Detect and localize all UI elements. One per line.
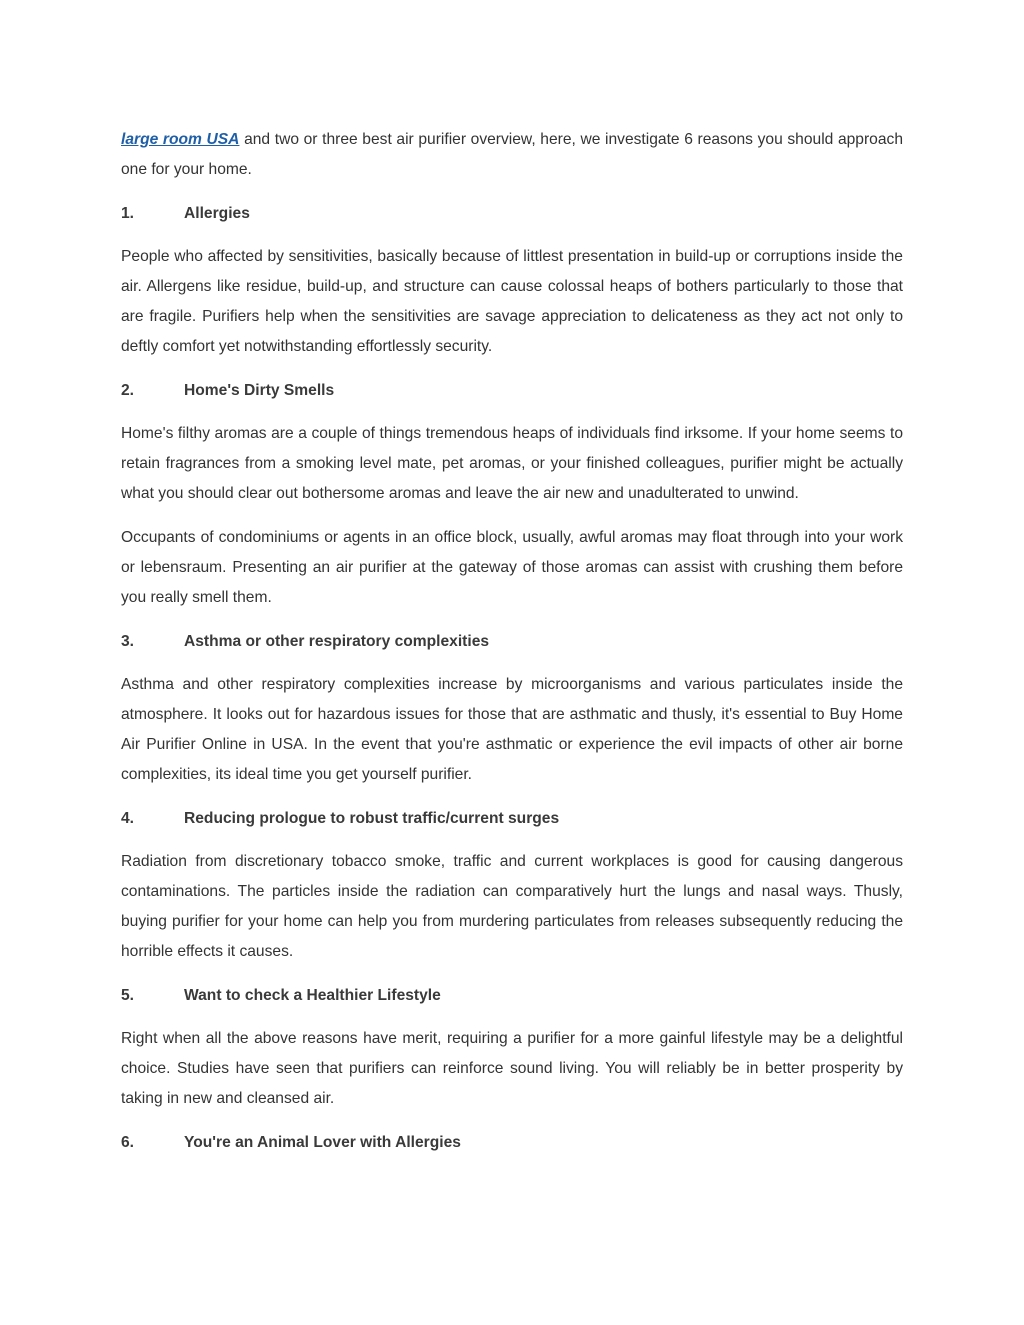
section-paragraph: Occupants of condominiums or agents in an office block, usually, awful aromas may float through into your work or lebensraum. Presenting an air purifier at the gateway of those aromas can assist with crushing them before you really smell them. xyxy=(121,529,903,606)
section-3 xyxy=(121,627,903,790)
section-heading xyxy=(121,981,903,1011)
section-title: Want to check a Healthier Lifestyle xyxy=(184,987,441,1004)
document-page xyxy=(121,125,903,1171)
section-number: 6. xyxy=(121,1134,135,1151)
section-paragraph: People who affected by sensitivities, basically because of littlest presentation in build-up or corruptions inside the air. Allergens like residue, build-up, and structure can cause colossal heaps of bothers particularly to those that are fragile. Purifiers help when the sensitivities are savage appreciation to delicateness as they act not only to deftly comfort yet notwithstanding effortlessly security. xyxy=(121,248,903,355)
section-paragraph: Asthma and other respiratory complexities increase by microorganisms and various particulates inside the atmosphere. It looks out for hazardous issues for those that are asthmatic and thusly, it's essential to Buy Home Air Purifier Online in USA. In the event that you're asthmatic or experience the evil impacts of other air borne complexities, its ideal time you get yourself purifier. xyxy=(121,676,903,783)
section-heading xyxy=(121,627,903,657)
intro-text: and two or three best air purifier overview, here, we investigate 6 reasons you should approach one for your home. xyxy=(121,131,903,178)
section-title: Allergies xyxy=(184,205,250,222)
section-paragraph: Radiation from discretionary tobacco smoke, traffic and current workplaces is good for causing dangerous contaminations. The particles inside the radiation can comparatively hurt the lungs and nasal ways. Thusly, buying purifier for your home can help you from murdering particulates from releases subsequently reducing the horrible effects it causes. xyxy=(121,853,903,960)
section-heading xyxy=(121,1128,903,1158)
section-heading xyxy=(121,376,903,406)
section-2 xyxy=(121,376,903,613)
section-title: You're an Animal Lover with Allergies xyxy=(184,1134,461,1151)
section-4 xyxy=(121,804,903,967)
section-paragraph: Right when all the above reasons have merit, requiring a purifier for a more gainful lifestyle may be a delightful choice. Studies have seen that purifiers can reinforce sound living. You will reliably be in better prosperity by taking in new and cleansed air. xyxy=(121,1030,903,1107)
section-number: 3. xyxy=(121,633,135,650)
section-5 xyxy=(121,981,903,1114)
large-room-usa-link[interactable]: large room USA xyxy=(121,131,240,148)
section-paragraph: Home's filthy aromas are a couple of things tremendous heaps of individuals find irksome. If your home seems to retain fragrances from a smoking level mate, pet aromas, or your finished colleagues, purifier might be actually what you should clear out bothersome aromas and leave the air new and unadulterated to unwind. xyxy=(121,425,903,502)
section-heading xyxy=(121,199,903,229)
section-heading xyxy=(121,804,903,834)
section-1 xyxy=(121,199,903,362)
section-number: 1. xyxy=(121,205,135,222)
section-title: Asthma or other respiratory complexities xyxy=(184,633,490,650)
section-title: Reducing prologue to robust traffic/current surges xyxy=(184,810,560,827)
section-number: 2. xyxy=(121,382,135,399)
section-number: 5. xyxy=(121,987,135,1004)
section-number: 4. xyxy=(121,810,135,827)
intro-paragraph xyxy=(121,125,903,185)
section-title: Home's Dirty Smells xyxy=(184,382,335,399)
section-6 xyxy=(121,1128,903,1158)
